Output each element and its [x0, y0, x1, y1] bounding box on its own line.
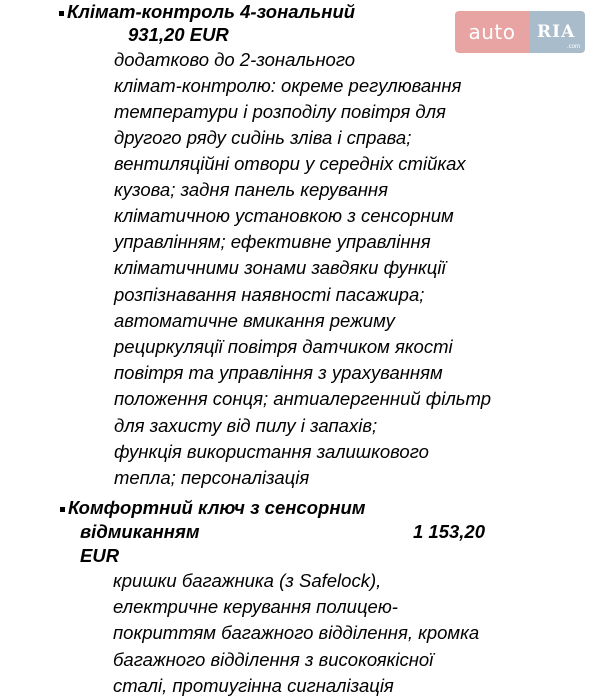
item-1-desc-line: управлінням; ефективне управління: [114, 231, 431, 252]
item-1-desc-line: другого ряду сидінь зліва і справа;: [114, 127, 412, 148]
item-1-title: Клімат-контроль 4-зональний: [67, 1, 356, 22]
item-1-desc-line: автоматичне вмикання режиму: [114, 310, 395, 331]
item-1-desc-line: для захисту від пилу і запахів;: [114, 415, 378, 436]
item-1-desc-line: кліматичними зонами завдяки функції: [114, 257, 446, 278]
watermark-ria-block: [529, 11, 585, 53]
item-2-price-currency: EUR: [80, 545, 120, 566]
item-1-desc-line: повітря та управління з урахуванням: [114, 362, 443, 383]
item-1-desc-line: рециркуляції повітря датчиком якості: [114, 336, 453, 357]
item-2-title-line1: Комфортний ключ з сенсорним: [68, 497, 366, 518]
watermark-ria-sub: .com: [566, 44, 580, 50]
item-1-desc-line: кузова; задня панель керування: [114, 179, 388, 200]
item-1-desc-line: тепла; персоналізація: [114, 467, 310, 488]
item-1-desc-line: кліматичною установкою з сенсорним: [114, 205, 454, 226]
item-2-desc-line: сталі, протиугінна сигналізація: [113, 675, 394, 696]
item-2-price-value: 1 153,20: [413, 521, 486, 542]
watermark-auto-label: auto: [455, 11, 529, 53]
watermark-ria-label: RIA: [537, 22, 576, 42]
item-1-desc-line: клімат-контролю: окреме регулювання: [114, 75, 462, 96]
item-1-desc-line: функція використання залишкового: [114, 441, 429, 462]
bullet-icon: [59, 11, 64, 16]
item-1-price: 931,20 EUR: [128, 24, 229, 45]
item-2-desc-line: електричне керування полицею-: [113, 596, 398, 617]
item-2-title-line2: відмиканням: [80, 521, 200, 542]
autoria-watermark: [455, 11, 585, 53]
item-2-desc-line: покриттям багажного відділення, кромка: [113, 622, 480, 643]
item-1-desc-line: температури і розподілу повітря для: [114, 101, 446, 122]
item-1-desc-line: вентиляційні отвори у середніх стійках: [114, 153, 466, 174]
item-2-desc-line: багажного відділення з високоякісної: [113, 649, 434, 670]
item-1-desc-line: розпізнавання наявності пасажира;: [114, 284, 425, 305]
item-2-desc-line: кришки багажника (з Safelock),: [113, 570, 382, 591]
item-1-desc-line: додатково до 2-зонального: [114, 49, 356, 70]
item-1-desc-line: положення сонця; антиалергенний фільтр: [114, 388, 492, 409]
bullet-icon: [60, 507, 65, 512]
